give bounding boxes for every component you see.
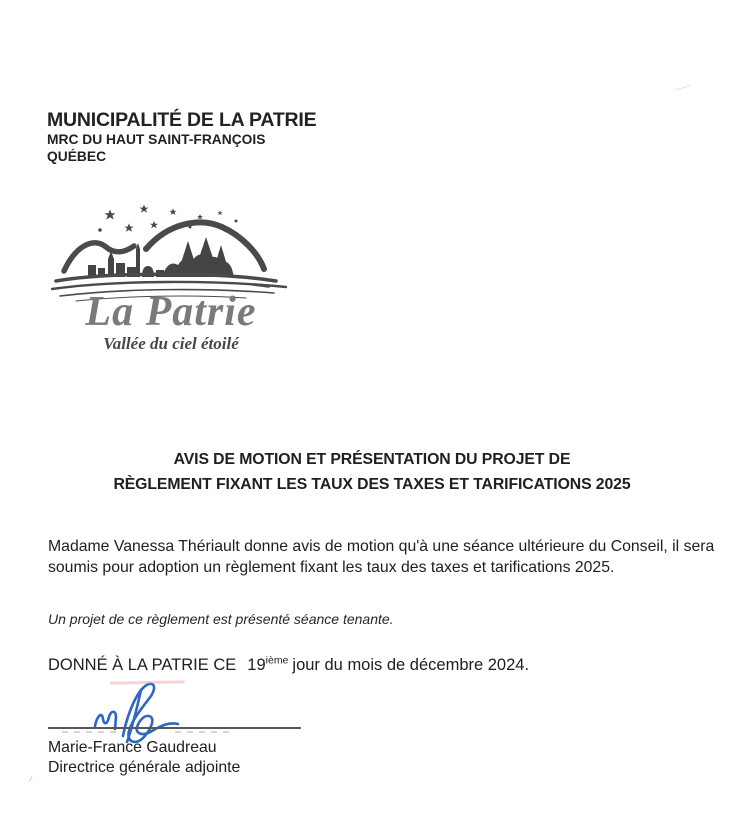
signature-line-dash	[62, 731, 117, 733]
mrc-line: MRC DU HAUT SAINT-FRANÇOIS	[47, 132, 266, 147]
logo-tagline: Vallée du ciel étoilé	[103, 334, 239, 353]
letterhead	[47, 109, 316, 165]
signature-line-dash	[175, 731, 233, 733]
title-line-1: AVIS DE MOTION ET PRÉSENTATION DU PROJET DE	[173, 451, 571, 468]
logo-wordmark: La Patrie	[85, 289, 257, 335]
hills-icon	[64, 222, 264, 271]
scan-speck	[29, 776, 36, 784]
motion-paragraph: Madame Vanessa Thériault donne avis de motion qu'à une séance ultérieure du Conseil, il sera soumis pour adoption un règlement fixant les taux des taxes et tarifications 2025.	[48, 538, 715, 576]
title-line-2: RÈGLEMENT FIXANT LES TAUX DES TAXES ET TARIFICATIONS 2025	[113, 475, 631, 493]
province-line: QUÉBEC	[47, 149, 107, 164]
signature-block	[48, 738, 240, 778]
logo-illustration-icon	[50, 197, 292, 303]
handwritten-signature	[90, 680, 190, 746]
signatory-role: Directrice générale adjointe	[48, 758, 241, 776]
signature-line	[48, 727, 301, 729]
given-line	[48, 656, 529, 675]
given-day: 19	[247, 656, 266, 674]
scan-smudge	[675, 85, 692, 97]
municipality-name: MUNICIPALITÉ DE LA PATRIE	[47, 109, 317, 131]
document-title	[0, 448, 744, 497]
given-ordinal: ième	[265, 654, 289, 667]
town-silhouette-icon	[88, 237, 234, 277]
given-suffix: jour du mois de décembre 2024.	[292, 656, 530, 674]
la-patrie-logo	[50, 197, 292, 353]
signatory-name: Marie-France Gaudreau	[48, 739, 217, 756]
project-note: Un projet de ce règlement est présenté séance tenante.	[48, 611, 394, 627]
given-prefix: DONNÉ À LA PATRIE CE	[48, 656, 237, 674]
